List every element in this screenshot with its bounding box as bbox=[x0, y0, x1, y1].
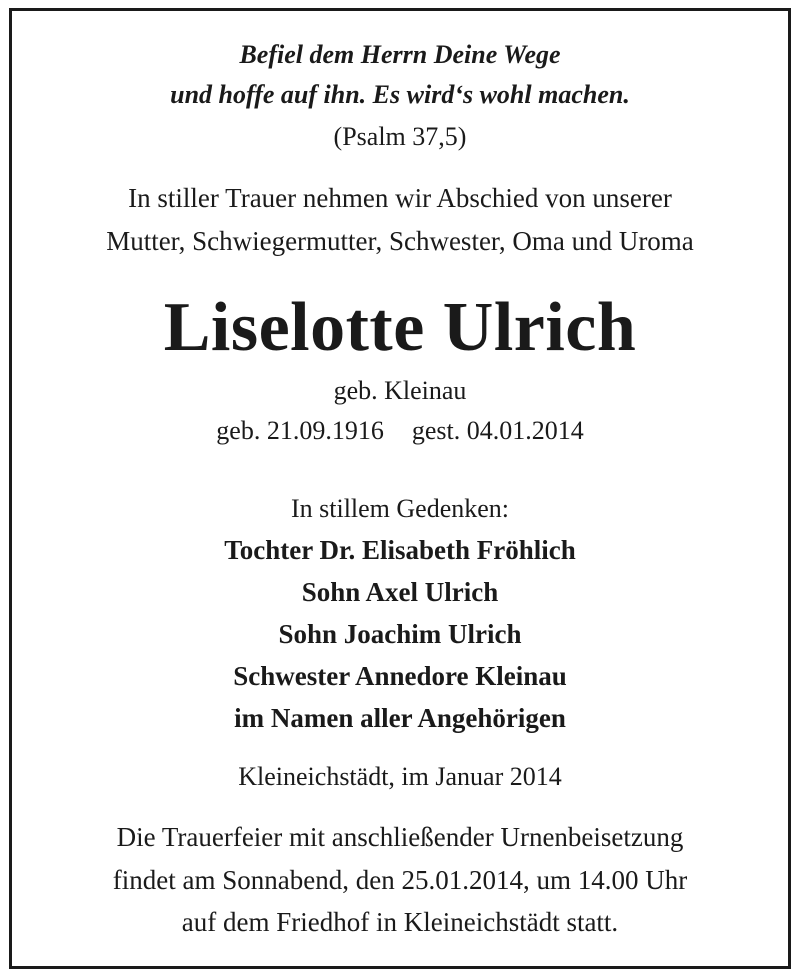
funeral-line-2: findet am Sonnabend, den 25.01.2014, um 14.00 Uhr bbox=[112, 865, 688, 895]
mourner-item: im Namen aller Angehörigen bbox=[234, 703, 566, 733]
maiden-name: geb. Kleinau bbox=[333, 376, 467, 405]
funeral-line-1: Die Trauerfeier mit anschließender Urnenbeisetzung bbox=[116, 822, 684, 852]
mourners-heading: In stillem Gedenken: bbox=[290, 494, 510, 523]
place-date: Kleineichstädt, im Januar 2014 bbox=[238, 762, 562, 791]
funeral-line-3: auf dem Friedhof in Kleineichstädt statt. bbox=[181, 907, 619, 937]
intro-line-1: In stiller Trauer nehmen wir Abschied von unserer bbox=[128, 183, 672, 213]
verse-line-1: Befiel dem Herrn Deine Wege bbox=[239, 40, 561, 69]
death-date: gest. 04.01.2014 bbox=[411, 416, 584, 445]
intro-line-2: Mutter, Schwiegermutter, Schwester, Oma und Uroma bbox=[106, 226, 694, 256]
mourner-item: Sohn Joachim Ulrich bbox=[278, 619, 522, 649]
mourner-item: Tochter Dr. Elisabeth Fröhlich bbox=[224, 535, 576, 565]
mourner-item: Sohn Axel Ulrich bbox=[301, 577, 499, 607]
birth-date: geb. 21.09.1916 bbox=[216, 416, 384, 445]
deceased-name: Liselotte Ulrich bbox=[163, 289, 637, 366]
mourner-item: Schwester Annedore Kleinau bbox=[233, 661, 567, 691]
life-dates bbox=[0, 416, 800, 446]
verse-line-2: und hoffe auf ihn. Es wird‘s wohl machen. bbox=[170, 80, 630, 109]
verse-citation: (Psalm 37,5) bbox=[333, 122, 467, 151]
